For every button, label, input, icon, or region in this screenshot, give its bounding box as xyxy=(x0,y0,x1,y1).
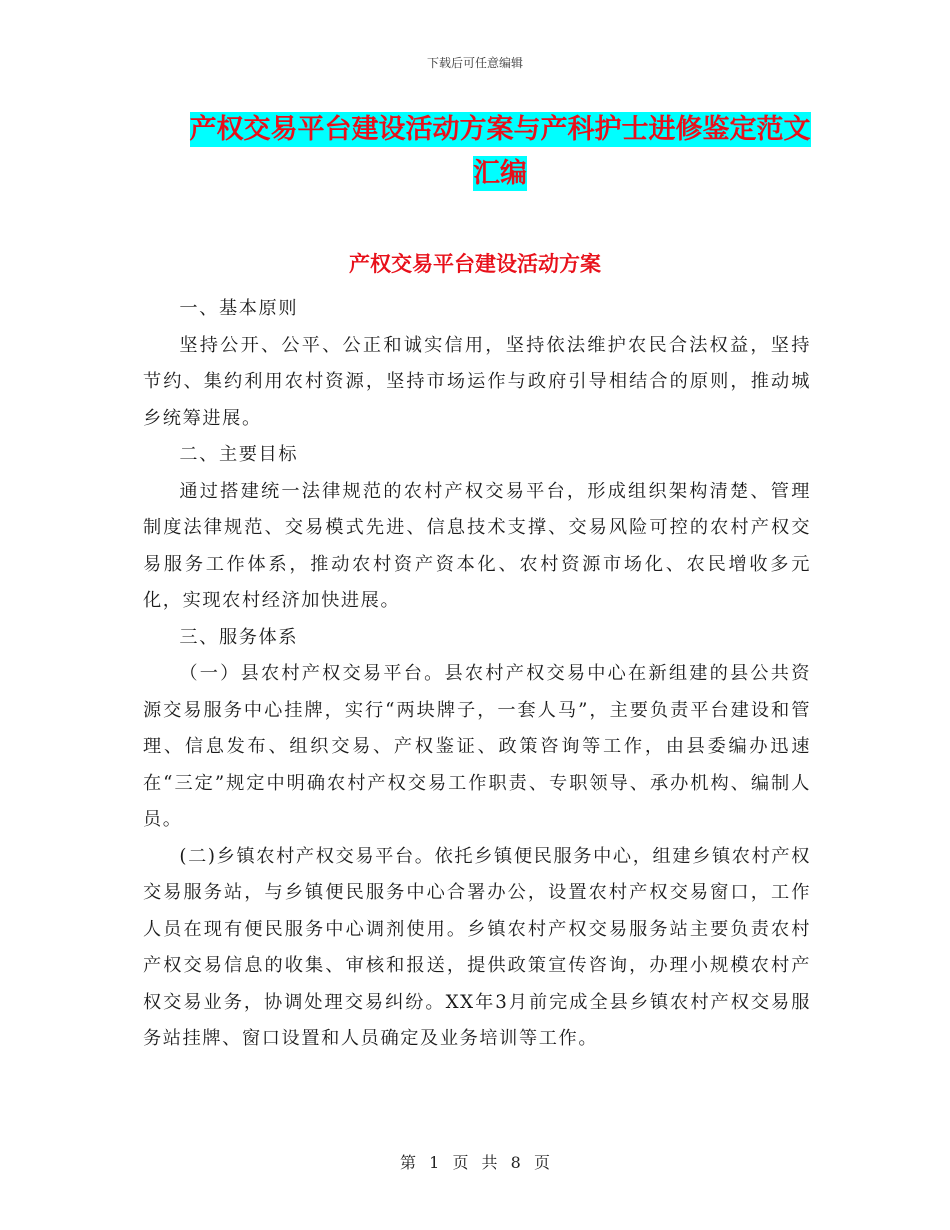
footer-label-unit: 页 xyxy=(452,1153,469,1172)
title-highlight-2: 汇编 xyxy=(473,158,527,189)
page-footer xyxy=(0,1150,950,1173)
heading-basic-principles: 一、基本原则 xyxy=(179,298,299,319)
section-title: 产权交易平台建设活动方案 xyxy=(349,252,601,276)
footer-label-total: 共 xyxy=(481,1153,498,1172)
document-title-line1 xyxy=(140,108,860,152)
document-title-line2 xyxy=(140,152,860,196)
title-highlight-1: 产权交易平台建设活动方案与产科护士进修鉴定范文 xyxy=(189,114,811,145)
paragraph-township-platform: (二)乡镇农村产权交易平台。依托乡镇便民服务中心，组建乡镇农村产权交易服务站，与乡镇便民服务中心合署办公，设置农村产权交易窗口，工作人员在现有便民服务中心调剂使用。乡镇农村产权交易服务站主要负责农村产权交易信息的收集、审核和报送，提供政策宣传咨询，办理小规模农村产权交易业务，协调处理交易纠纷。XX年3月前完成全县乡镇农村产权交易服务站挂牌、窗口设置和人员确定及业务培训等工作。 xyxy=(143,845,811,1049)
header-note: 下载后可任意编辑 xyxy=(426,56,523,70)
footer-label-page: 第 xyxy=(400,1153,417,1172)
heading-service-system: 三、服务体系 xyxy=(179,626,299,648)
footer-total-pages: 8 xyxy=(510,1153,521,1172)
paragraph-goals: 通过搭建统一法律规范的农村产权交易平台，形成组织架构清楚、管理制度法律规范、交易模式先进、信息技术支撑、交易风险可控的农村产权交易服务工作体系，推动农村资产资本化、农村资源市场化、农民增收多元化，实现农村经济加快进展。 xyxy=(143,480,811,611)
paragraph-principles: 坚持公开、公平、公正和诚实信用，坚持依法维护农民合法权益，坚持节约、集约利用农村资源，坚持市场运作与政府引导相结合的原则，推动城乡统筹进展。 xyxy=(143,334,811,429)
footer-label-unit2: 页 xyxy=(533,1153,550,1172)
document-body xyxy=(143,291,811,1058)
heading-main-goals: 二、主要目标 xyxy=(179,444,299,465)
paragraph-county-platform: （一）县农村产权交易平台。县农村产权交易中心在新组建的县公共资源交易服务中心挂牌，实行“两块牌子，一套人马”，主要负责平台建设和管理、信息发布、组织交易、产权鉴证、政策咨询等工作，由县委编办迅速在“三定”规定中明确农村产权交易工作职责、专职领导、承办机构、编制人员。 xyxy=(143,663,811,830)
footer-current-page: 1 xyxy=(429,1153,440,1172)
